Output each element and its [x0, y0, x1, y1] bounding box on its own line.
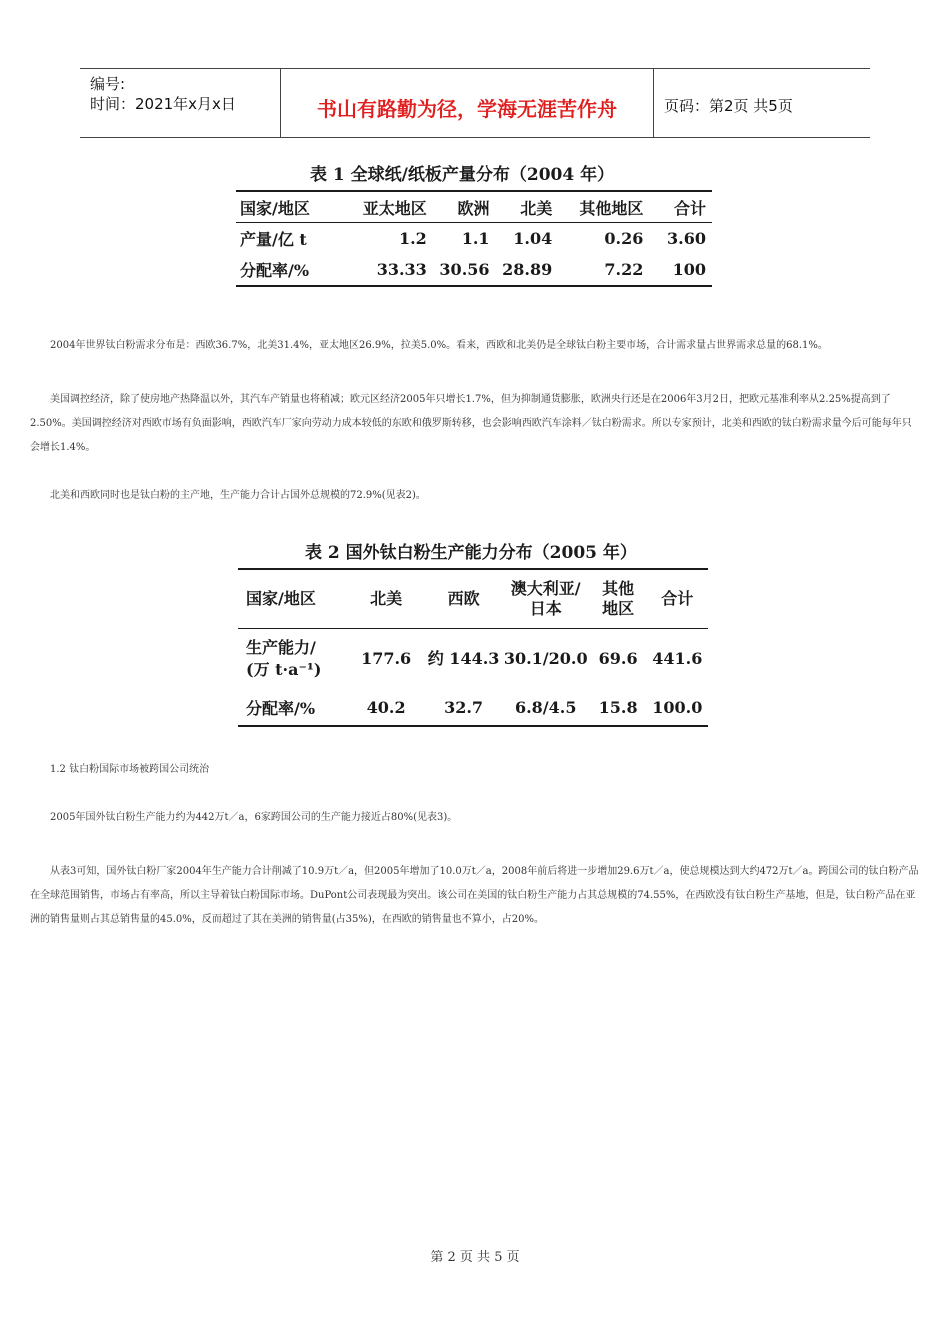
- paragraph-capacity: 2005年国外钛白粉生产能力约为442万t／a，6家跨国公司的生产能力接近占80%(见表3)。: [50, 812, 458, 823]
- table1-col-header: 合计: [673, 198, 706, 218]
- table-row: [236, 223, 712, 255]
- table2-cell: 40.2: [366, 697, 406, 717]
- header-info-cell: [80, 69, 281, 137]
- table1-cell: 33.33: [376, 260, 427, 279]
- table1-cell: 0.26: [604, 229, 644, 248]
- table-row: [238, 629, 708, 690]
- page-footer: 第 2 页 共 5 页: [430, 1250, 520, 1265]
- table1-cell: 3.60: [667, 229, 706, 248]
- table2: [238, 568, 708, 727]
- table-row: [236, 254, 712, 286]
- table2-cell: 32.7: [444, 697, 484, 717]
- table2-cell: 177.6: [361, 649, 412, 668]
- table2-title: 表 2 国外钛白粉生产能力分布（2005 年）: [305, 543, 637, 563]
- table2-cell: 15.8: [598, 697, 638, 717]
- table1-cell: 1.2: [398, 229, 427, 248]
- header-motto-cell: [281, 69, 654, 137]
- table1-col-header: 北美: [520, 198, 553, 218]
- motto-text: 书山有路勤为径，学海无涯苦作舟: [317, 97, 617, 121]
- table2-cell: 约 144.3: [427, 649, 500, 668]
- table1-cell: 28.89: [502, 260, 553, 279]
- table1: [236, 190, 712, 287]
- table2-col-header: [590, 569, 647, 629]
- table1-col-header: 亚太地区: [362, 198, 427, 218]
- paragraph-demand-distribution: 2004年世界钛白粉需求分布是：西欧36.7%，北美31.4%，亚太地区26.9%，拉美5.0%。看来，西欧和北美仍是全球钛白粉主要市场，合计需求量占世界需求总量的68.1%。: [50, 340, 828, 351]
- paragraph-production-share: 北美和西欧同时也是钛白粉的主产地，生产能力合计占国外总规模的72.9%(见表2)。: [50, 490, 426, 501]
- table1-title: 表 1 全球纸/纸板产量分布（2004 年）: [310, 165, 615, 185]
- table2-row-label: [238, 629, 347, 690]
- paragraph-economy: 美国调控经济，除了使房地产热降温以外，其汽车产销量也将稍减；欧元区经济2005年只增长1.7%，但为抑制通货膨胀，欧洲央行还是在2006年3月2日，把欧元基准利率从2.25%提高到了2.50%。美国调控经济对西欧市场有负面影响，西欧汽车厂家向劳动力成本较低的东欧和俄罗斯转移，也会影响西欧汽车涂料／钛白粉需求。所以专家预计，北美和西欧的钛白粉需求量今后可能每年只会增长1.4%。: [30, 394, 912, 453]
- section-heading-1-2: 1.2 钛白粉国际市场被跨国公司统治: [50, 764, 210, 775]
- table2-row-label: 分配率/%: [246, 698, 316, 718]
- table1-cell: 30.56: [439, 260, 490, 279]
- table2-col-header-line: 其他: [602, 579, 635, 598]
- page-number-label: 页码：第2页 共5页: [664, 97, 793, 115]
- table1-cell: 1.04: [513, 229, 553, 248]
- table2-col-header-line: 地区: [602, 599, 635, 618]
- table1-col-header: 其他地区: [579, 198, 644, 218]
- table2-col-header: 西欧: [447, 589, 480, 608]
- table1-col-header: 欧洲: [457, 198, 490, 218]
- time-label: 时间：2021年x月x日: [90, 95, 236, 113]
- serial-label: 编号:: [90, 75, 126, 93]
- table2-cell: 69.6: [598, 649, 638, 668]
- header-page-cell: [654, 69, 870, 137]
- table2-col-header-line: 日本: [529, 599, 562, 618]
- table-row: [238, 689, 708, 726]
- table1-row-label: 分配率/%: [240, 261, 310, 280]
- page-header: [80, 68, 870, 138]
- table2-col-header: 北美: [370, 589, 403, 608]
- table2-cell: 100.0: [652, 697, 703, 717]
- table1-cell: 100: [672, 260, 706, 279]
- table2-col-header-line: 澳大利亚/: [510, 579, 581, 598]
- table2-row-label-line: (万 t·a⁻¹): [246, 660, 322, 679]
- table2-col-header: [502, 569, 590, 629]
- table2-cell: 30.1/20.0: [503, 649, 588, 668]
- table2-col-header: 合计: [661, 589, 694, 608]
- table2-header-row: [238, 569, 708, 629]
- table1-cell: 1.1: [461, 229, 490, 248]
- table2-col-header: 国家/地区: [246, 589, 316, 608]
- table2-cell: 6.8/4.5: [514, 697, 577, 717]
- table1-row-label: 产量/亿 t: [240, 230, 307, 249]
- paragraph-dupont: 从表3可知，国外钛白粉厂家2004年生产能力合计削减了10.9万t／a，但2005年增加了10.0万t／a，2008年前后将进一步增加29.6万t／a，使总规模达到大约472万t／a。跨国公司的钛白粉产品在全球范围销售，市场占有率高，所以主导着钛白粉国际市场。DuPont公司表现最为突出。该公司在美国的钛白粉生产能力占其总规模的74.55%，在西欧没有钛白粉生产基地，但是，钛白粉产品在亚洲的销售量则占其总销售量的45.0%，反而超过了其在美洲的销售量(占35%)，在西欧的销售量也不算小，占20%。: [30, 866, 919, 925]
- table1-header-row: [236, 191, 712, 223]
- table2-cell: 441.6: [652, 649, 703, 668]
- table1-col-header: 国家/地区: [240, 198, 310, 218]
- table2-row-label-line: 生产能力/: [246, 638, 316, 657]
- table1-cell: 7.22: [604, 260, 644, 279]
